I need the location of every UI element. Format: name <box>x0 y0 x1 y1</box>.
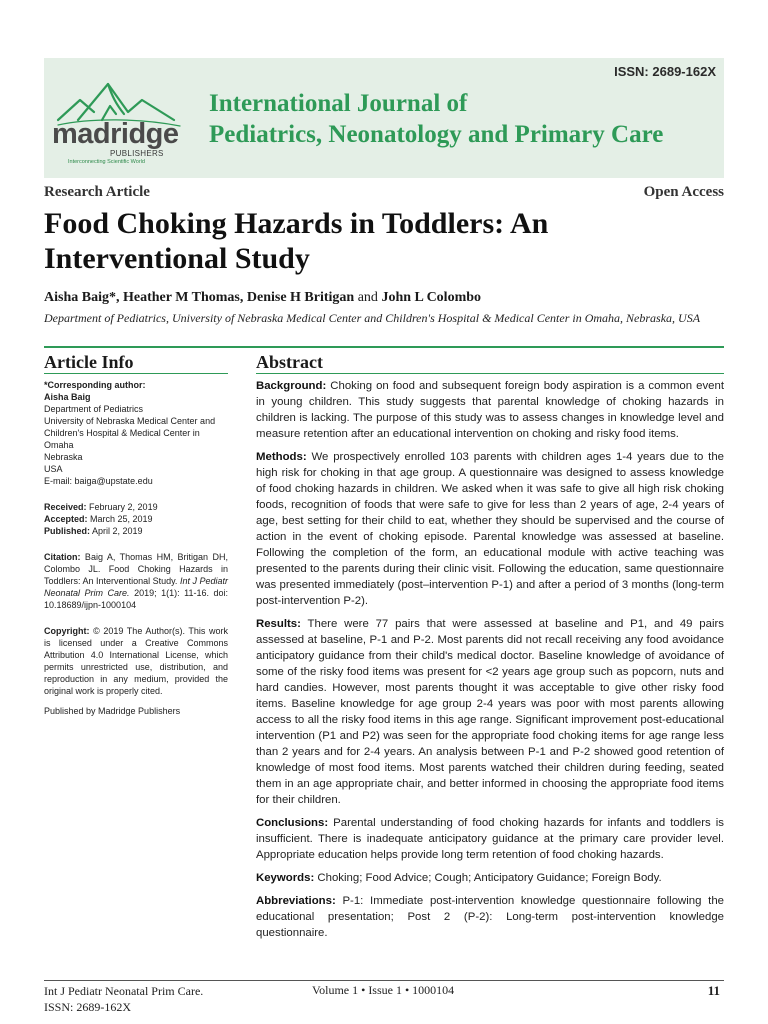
journal-title <box>209 88 663 150</box>
article-type: Research Article <box>44 184 150 200</box>
corr-line: Department of Pediatrics <box>44 404 144 414</box>
authors-first: Aisha Baig*, Heather M Thomas, Denise H Britigan <box>44 290 355 305</box>
footer-issn: ISSN: 2689-162X <box>44 1000 132 1014</box>
citation-block <box>44 551 228 611</box>
article-title: Food Choking Hazards in Toddlers: An Interventional Study <box>44 207 549 275</box>
abstract-keywords <box>256 870 724 886</box>
page-footer <box>44 983 724 1017</box>
article-info-underline <box>44 373 228 374</box>
keywords-label: Keywords: <box>256 872 315 884</box>
methods-label: Methods: <box>256 451 307 463</box>
corr-line: USA <box>44 464 63 474</box>
corr-name: Aisha Baig <box>44 392 91 402</box>
footer-divider <box>44 980 724 981</box>
accepted-label: Accepted: <box>44 514 88 524</box>
abstract-body <box>256 378 724 948</box>
conclusions-text: Parental understanding of food choking hazards for infants and toddlers is insufficient. There is inadequate anticipatory guidance at the primary care provider level. Appropriate education helps provide long term retention of food choking hazards. <box>256 817 724 861</box>
footer-journal: Int J Pediatr Neonatal Prim Care. <box>44 984 204 998</box>
page-number: 11 <box>707 983 720 998</box>
abstract-conclusions <box>256 815 724 863</box>
abstract-underline <box>256 373 724 374</box>
logo-publishers: PUBLISHERS <box>110 149 164 158</box>
open-access-label: Open Access <box>643 184 724 200</box>
footer-volume-issue: Volume 1 • Issue 1 • 1000104 <box>312 983 455 997</box>
article-info-sidebar <box>44 379 228 725</box>
corr-line: Omaha <box>44 440 74 450</box>
background-text: Choking on food and subsequent foreign body aspiration is a common event in young children. This study suggests that parental knowledge of choking hazards in children is lacking. The purpose of this study was to assess changes in knowledge level and measure retention after an educational intervention on choking and risky food items. <box>256 380 724 440</box>
section-divider <box>44 346 724 348</box>
abbreviations-label: Abbreviations: <box>256 895 336 907</box>
journal-banner <box>44 58 724 178</box>
copyright-block <box>44 625 228 697</box>
citation-end: 2019; 1(1): 11-16. doi: 10.18689/ijpn-1000104 <box>44 588 228 610</box>
abstract-heading: Abstract <box>256 352 323 372</box>
abstract-results <box>256 616 724 808</box>
footer-left <box>44 983 203 1015</box>
corresponding-author-block <box>44 379 228 487</box>
corr-label: *Corresponding author: <box>44 380 146 390</box>
copyright-label: Copyright: <box>44 626 90 636</box>
keywords-text: Choking; Food Advice; Cough; Anticipatory Guidance; Foreign Body. <box>314 872 662 884</box>
authors-and: and <box>354 290 382 305</box>
journal-title-line1: International Journal of <box>209 90 468 117</box>
corr-email: E-mail: baiga@upstate.edu <box>44 476 153 486</box>
received-date: February 2, 2019 <box>86 502 158 512</box>
logo-text: madridge <box>52 118 179 150</box>
issn-top: ISSN: 2689-162X <box>614 64 716 79</box>
published-by: Published by Madridge Publishers <box>44 706 181 716</box>
abstract-methods <box>256 449 724 609</box>
received-label: Received: <box>44 502 87 512</box>
article-meta-row <box>44 184 724 202</box>
citation-journal: Int J Pediatr Neonatal Prim Care. <box>44 576 228 598</box>
background-label: Background: <box>256 380 327 392</box>
results-label: Results: <box>256 618 301 630</box>
abstract-background <box>256 378 724 442</box>
corr-line: University of Nebraska Medical Center and <box>44 416 216 426</box>
logo-tagline: Interconnecting Scientific World <box>68 159 145 165</box>
affiliation: Department of Pediatrics, University of Nebraska Medical Center and Children's Hospital & Medical Center in Omaha, Nebraska, USA <box>44 311 701 325</box>
abstract-abbreviations <box>256 893 724 941</box>
authors-last: John L Colombo <box>381 290 482 305</box>
abbreviations-text: P-1: Immediate post-intervention knowledge questionnaire following the educational presentation; Post 2 (P-2): Long-term post-intervention knowledge questionnaire. <box>256 895 724 939</box>
article-info-heading: Article Info <box>44 352 134 372</box>
citation-label: Citation: <box>44 552 81 562</box>
published-date: April 2, 2019 <box>90 526 143 536</box>
conclusions-label: Conclusions: <box>256 817 329 829</box>
results-text: There were 77 pairs that were assessed at baseline and P1, and 49 pairs assessed at baseline, P-1 and P-2. Most parents did not recall receiving any food avoidance anticipatory guidance from their child's medical doctor. Baseline knowledge of avoidance of some of the risky food items was present for <2 years age group such as popcorn, nuts and hard candies. However, most parents thought it was acceptable to give other risky food items. Baseline knowledge for age group 2-4 years was poor with most parents allowing access to all the risky food items in this age range. Significant improvement post-educational intervention (P1 and P2) was seen for the appropriate food choking items for age range less than 2 years and for 2-4 years. An analysis between P-1 and P-2 showed good retention of knowledge of most food items. Most parents watched their children during feeding, seated them in an age appropriate chair, and better informed in choosing the appropriate food items for their children. <box>256 618 724 806</box>
author-list <box>44 290 724 306</box>
corr-line: Children's Hospital & Medical Center in <box>44 428 200 438</box>
methods-text: We prospectively enrolled 103 parents with children ages 1-4 years due to the high risk for choking in that age group. A questionnaire was designed to assess knowledge of food choking hazards in children. We asked when it was safe to give all high risk choking foods, recognition of foods that were safe to give for less than 2 years of age, 2-4 years of age, best setting for their child to eat, whether they should be supervised and the course of action in the event of choking episode. Parental knowledge was assessed at baseline. Following the completion of the form, an educational module with active teaching was presented to the parents during their clinic visit. Following the education, same questionnaire was presented immediately (post–intervention P-1) and after a period of 3 months (long-term post-intervention P-2). <box>256 451 724 607</box>
accepted-date: March 25, 2019 <box>87 514 153 524</box>
citation-text: Baig A, Thomas HM, Britigan DH, Colombo JL. Food Choking Hazards in Toddlers: An Interventional Study. <box>44 552 228 586</box>
dates-block <box>44 501 228 537</box>
published-label: Published: <box>44 526 91 536</box>
copyright-text: © 2019 The Author(s). This work is licensed under a Creative Commons Attribution 4.0 International License, which permits unrestricted use, distribution, and reproduction in any medium, provided the original work is properly cited. <box>44 626 228 696</box>
corr-line: Nebraska <box>44 452 83 462</box>
journal-title-line2: Pediatrics, Neonatology and Primary Care <box>209 121 664 148</box>
